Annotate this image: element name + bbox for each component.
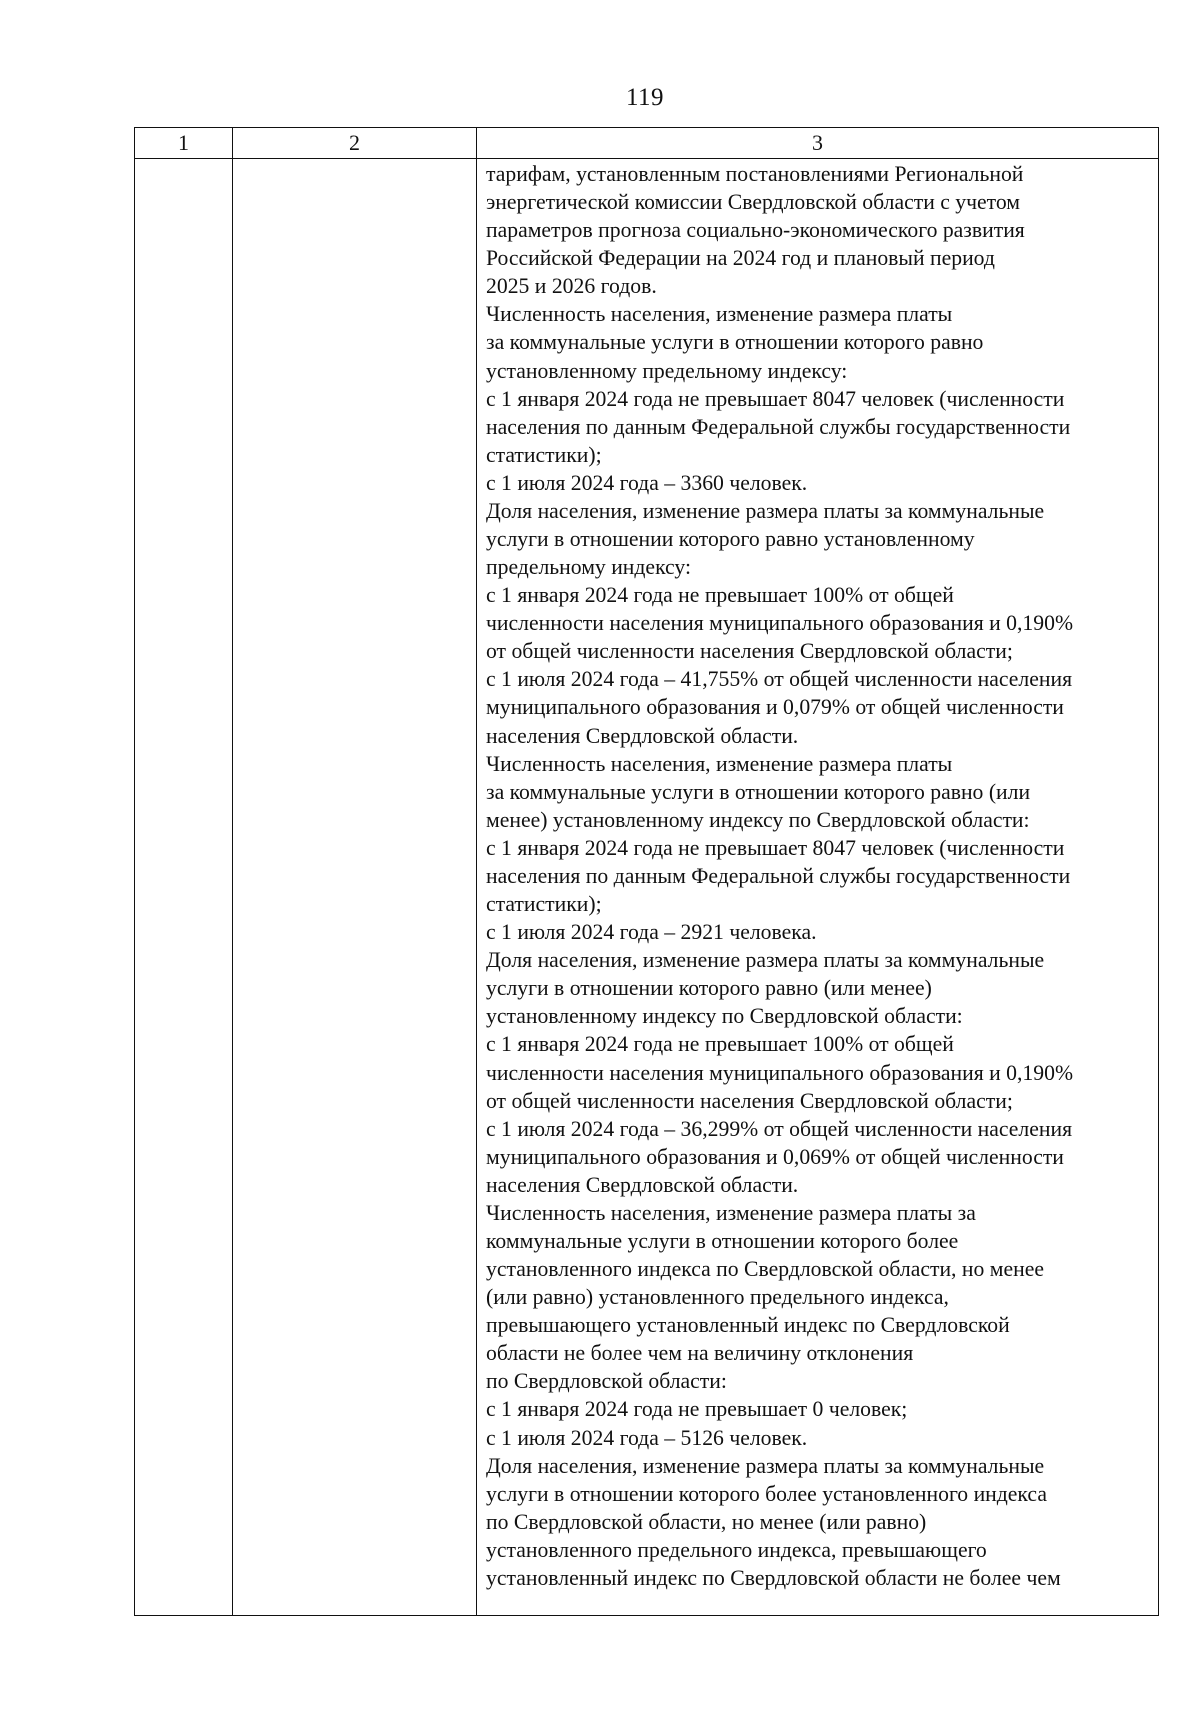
- text-line: установленного индекса по Свердловской области, но менее: [486, 1257, 1044, 1282]
- text-line: муниципального образования и 0,069% от общей численности: [486, 1144, 1064, 1169]
- text-line: установленному предельному индексу:: [486, 358, 848, 383]
- text-line: 2025 и 2026 годов.: [486, 274, 657, 299]
- text-line: за коммунальные услуги в отношении которого равно: [486, 330, 984, 355]
- text-line: превышающего установленный индекс по Свердловской: [486, 1313, 1010, 1338]
- table-row: [135, 159, 1159, 1616]
- text-line: населения Свердловской области.: [486, 723, 799, 748]
- text-line: Численность населения, изменение размера платы за: [486, 1200, 976, 1225]
- text-line: статистики);: [486, 442, 602, 467]
- text-line: услуги в отношении которого равно (или менее): [486, 976, 932, 1001]
- text-line: с 1 января 2024 года не превышает 100% от общей: [486, 583, 954, 608]
- table-header-row: [135, 128, 1159, 159]
- text-line: Российской Федерации на 2024 год и плановый период: [486, 246, 995, 271]
- text-line: Доля населения, изменение размера платы за коммунальные: [486, 498, 1045, 523]
- page-number: 119: [625, 84, 665, 111]
- text-line: установленного предельного индекса, превышающего: [486, 1537, 987, 1562]
- text-line: от общей численности населения Свердловской области;: [486, 639, 1013, 664]
- text-line: энергетической комиссии Свердловской области с учетом: [486, 190, 1020, 215]
- text-line: Численность населения, изменение размера платы: [486, 751, 953, 776]
- text-line: от общей численности населения Свердловской области;: [486, 1088, 1013, 1113]
- text-line: с 1 января 2024 года не превышает 8047 человек (численности: [486, 835, 1065, 860]
- text-line: Доля населения, изменение размера платы за коммунальные: [486, 1453, 1045, 1478]
- text-line: с 1 июля 2024 года – 3360 человек.: [486, 470, 808, 495]
- text-line: менее) установленному индексу по Свердловской области:: [486, 807, 1030, 832]
- text-line: за коммунальные услуги в отношении которого равно (или: [486, 779, 1031, 804]
- text-line: коммунальные услуги в отношении которого более: [486, 1228, 959, 1253]
- text-line: муниципального образования и 0,079% от общей численности: [486, 695, 1064, 720]
- text-line: услуги в отношении которого более установленного индекса: [486, 1481, 1047, 1506]
- text-line: услуги в отношении которого равно установленному: [486, 527, 975, 552]
- text-line: населения по данным Федеральной службы государственности: [486, 863, 1071, 888]
- text-line: (или равно) установленного предельного индекса,: [486, 1285, 949, 1310]
- text-line: области не более чем на величину отклонения: [486, 1341, 914, 1366]
- text-line: с 1 июля 2024 года – 41,755% от общей численности населения: [486, 667, 1073, 692]
- text-line: тарифам, установленным постановлениями Региональной: [486, 162, 1024, 186]
- text-line: с 1 июля 2024 года – 5126 человек.: [486, 1425, 808, 1450]
- text-line: установленный индекс по Свердловской области не более чем: [486, 1565, 1061, 1590]
- text-line: с 1 января 2024 года не превышает 100% от общей: [486, 1032, 954, 1057]
- column-3-cell: [477, 159, 1159, 1616]
- text-line: параметров прогноза социально-экономического развития: [486, 218, 1025, 243]
- text-line: Численность населения, изменение размера платы: [486, 302, 953, 327]
- text-line: статистики);: [486, 892, 602, 917]
- text-line: предельному индексу:: [486, 555, 691, 580]
- text-line: с 1 июля 2024 года – 2921 человека.: [486, 920, 817, 945]
- text-line: с 1 января 2024 года не превышает 8047 человек (численности: [486, 386, 1065, 411]
- text-line: установленному индексу по Свердловской области:: [486, 1004, 963, 1029]
- column-header-2: 2: [233, 128, 477, 159]
- column-3-text: [477, 159, 1158, 1592]
- text-line: с 1 июля 2024 года – 36,299% от общей численности населения: [486, 1116, 1073, 1141]
- text-line: населения Свердловской области.: [486, 1172, 799, 1197]
- text-line: населения по данным Федеральной службы государственности: [486, 414, 1071, 439]
- text-line: численности населения муниципального образования и 0,190%: [486, 1060, 1074, 1085]
- column-2-cell: [233, 159, 477, 1616]
- text-line: по Свердловской области, но менее (или равно): [486, 1509, 927, 1534]
- document-table: [134, 127, 1159, 1616]
- text-line: по Свердловской области:: [486, 1369, 727, 1394]
- text-line: с 1 января 2024 года не превышает 0 человек;: [486, 1397, 908, 1422]
- text-line: численности населения муниципального образования и 0,190%: [486, 611, 1074, 636]
- column-header-1: 1: [135, 128, 233, 159]
- column-header-3: 3: [477, 128, 1159, 159]
- column-1-cell: [135, 159, 233, 1616]
- text-line: Доля населения, изменение размера платы за коммунальные: [486, 948, 1045, 973]
